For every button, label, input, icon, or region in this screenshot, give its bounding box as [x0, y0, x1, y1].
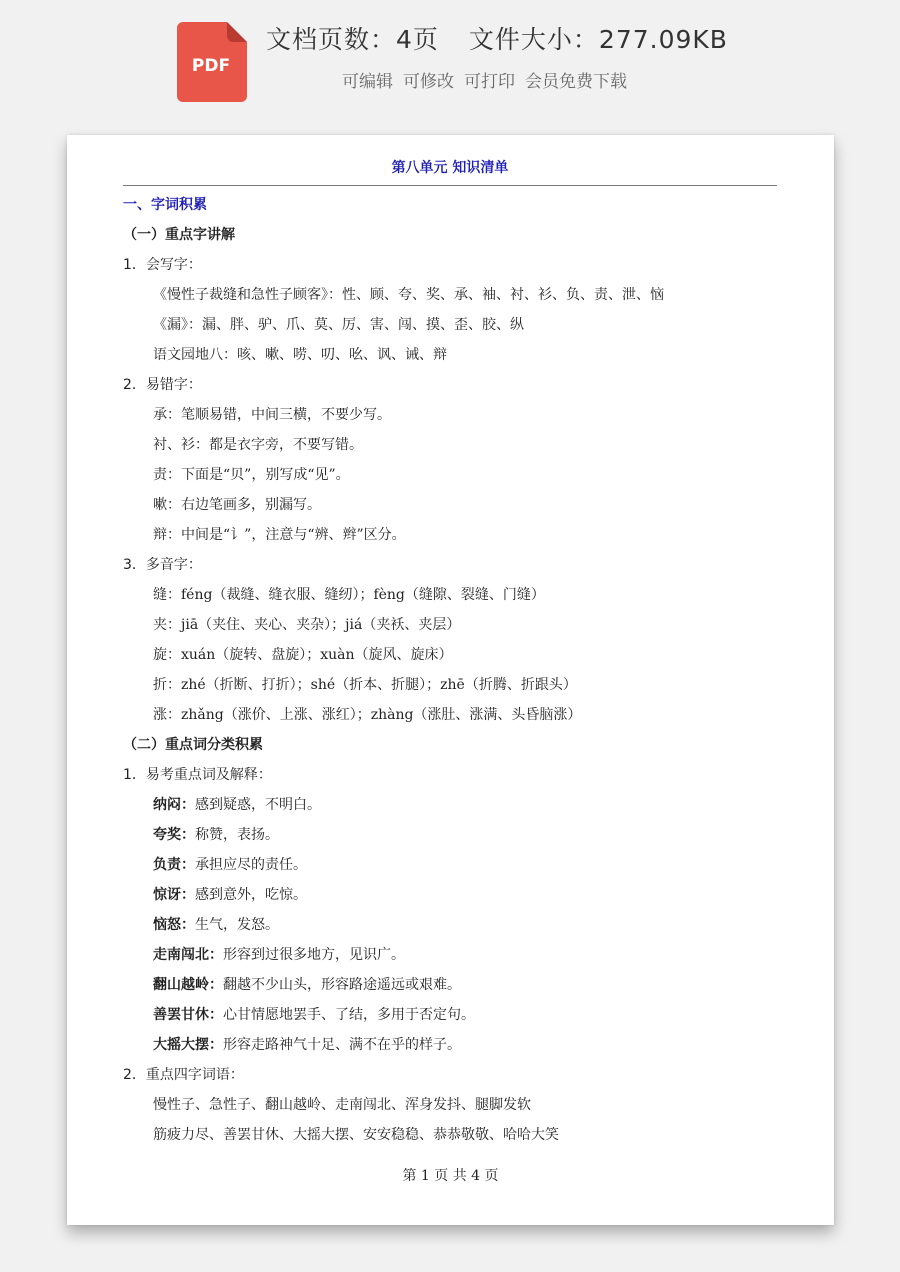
banner-title: [266, 20, 728, 56]
term: 惊讶：: [153, 887, 195, 903]
feature-member-download: 会员免费下载: [525, 72, 627, 92]
list-item: 旋：xuán（旋转、盘旋）；xuàn（旋风、旋床）: [153, 647, 453, 663]
definition-item: [123, 940, 777, 970]
document-body: [123, 135, 777, 1150]
feature-editable: 可编辑: [342, 72, 393, 92]
term: 善罢甘休：: [153, 1007, 223, 1023]
term: 夸奖：: [153, 827, 195, 843]
list-item: 责：下面是“贝”，别写成“见”。: [153, 467, 350, 483]
subsection-heading: （一）重点字讲解: [123, 227, 235, 243]
page-footer: 第 1 页 共 4 页: [402, 1168, 499, 1184]
feature-list: [342, 67, 637, 92]
list-item: 折：zhé（折断、打折）；shé（折本、折腿）；zhē（折腾、折跟头）: [153, 677, 577, 693]
title-divider: [123, 185, 777, 186]
item-heading: 2．重点四字词语：: [123, 1067, 244, 1083]
definition: 形容走路神气十足、满不在乎的样子。: [223, 1037, 461, 1053]
list-item: 《慢性子裁缝和急性子顾客》：性、顾、夸、奖、承、袖、衬、衫、负、责、泄、恼: [153, 287, 664, 303]
document-page: [67, 135, 834, 1225]
definition: 承担应尽的责任。: [195, 857, 307, 873]
definition-item: [123, 880, 777, 910]
definition: 心甘情愿地罢手、了结，多用于否定句。: [223, 1007, 475, 1023]
definition: 形容到过很多地方，见识广。: [223, 947, 405, 963]
definition: 生气，发怒。: [195, 917, 279, 933]
list-item: 慢性子、急性子、翻山越岭、走南闯北、浑身发抖、腿脚发软: [153, 1097, 531, 1113]
pdf-file-icon: [177, 22, 247, 102]
definition-item: [123, 1030, 777, 1060]
term: 负责：: [153, 857, 195, 873]
section-heading: 一、字词积累: [123, 197, 207, 213]
list-item: 涨：zhǎng（涨价、上涨、涨红）；zhàng（涨肚、涨满、头昏脑涨）: [153, 707, 582, 723]
term: 走南闯北：: [153, 947, 223, 963]
subsection-heading: （二）重点词分类积累: [123, 737, 263, 753]
list-item: 衬、衫：都是衣字旁，不要写错。: [153, 437, 363, 453]
item-heading: 2．易错字：: [123, 377, 202, 393]
item-heading: 3．多音字：: [123, 557, 202, 573]
definition: 感到意外，吃惊。: [195, 887, 307, 903]
term: 纳闷：: [153, 797, 195, 813]
list-item: 嗽：右边笔画多，别漏写。: [153, 497, 321, 513]
document-title: 第八单元 知识清单: [391, 160, 509, 176]
list-item: 夹：jiā（夹住、夹心、夹杂）；jiá（夹袄、夹层）: [153, 617, 461, 633]
definition: 称赞，表扬。: [195, 827, 279, 843]
feature-modifiable: 可修改: [403, 72, 454, 92]
item-heading: 1．易考重点词及解释：: [123, 767, 272, 783]
term: 大摇大摆：: [153, 1037, 223, 1053]
definition-item: [123, 820, 777, 850]
list-item: 《漏》：漏、胖、驴、爪、莫、厉、害、闯、摸、歪、胶、纵: [153, 317, 524, 333]
file-size-text: 文件大小：277.09KB: [468, 25, 728, 54]
definition-item: [123, 850, 777, 880]
list-item: 筋疲力尽、善罢甘休、大摇大摆、安安稳稳、恭恭敬敬、哈哈大笑: [153, 1127, 559, 1143]
list-item: 语文园地八：咳、嗽、唠、叨、吆、讽、诫、辩: [153, 347, 447, 363]
definition: 翻越不少山头，形容路途遥远或艰难。: [223, 977, 461, 993]
definition-item: [123, 1000, 777, 1030]
pdf-icon-label: PDF: [191, 56, 231, 76]
definition: 感到疑惑，不明白。: [195, 797, 321, 813]
item-heading: 1．会写字：: [123, 257, 202, 273]
term: 翻山越岭：: [153, 977, 223, 993]
list-item: 辩：中间是“讠”，注意与“辨、辫”区分。: [153, 527, 406, 543]
definition-item: [123, 910, 777, 940]
definition-item: [123, 970, 777, 1000]
list-item: 承：笔顺易错，中间三横，不要少写。: [153, 407, 391, 423]
term: 恼怒：: [153, 917, 195, 933]
feature-printable: 可打印: [464, 72, 515, 92]
definition-item: [123, 790, 777, 820]
page-count-text: 文档页数：4页: [266, 25, 439, 54]
list-item: 缝：féng（裁缝、缝衣服、缝纫）；fèng（缝隙、裂缝、门缝）: [153, 587, 545, 603]
download-banner: [0, 0, 900, 120]
